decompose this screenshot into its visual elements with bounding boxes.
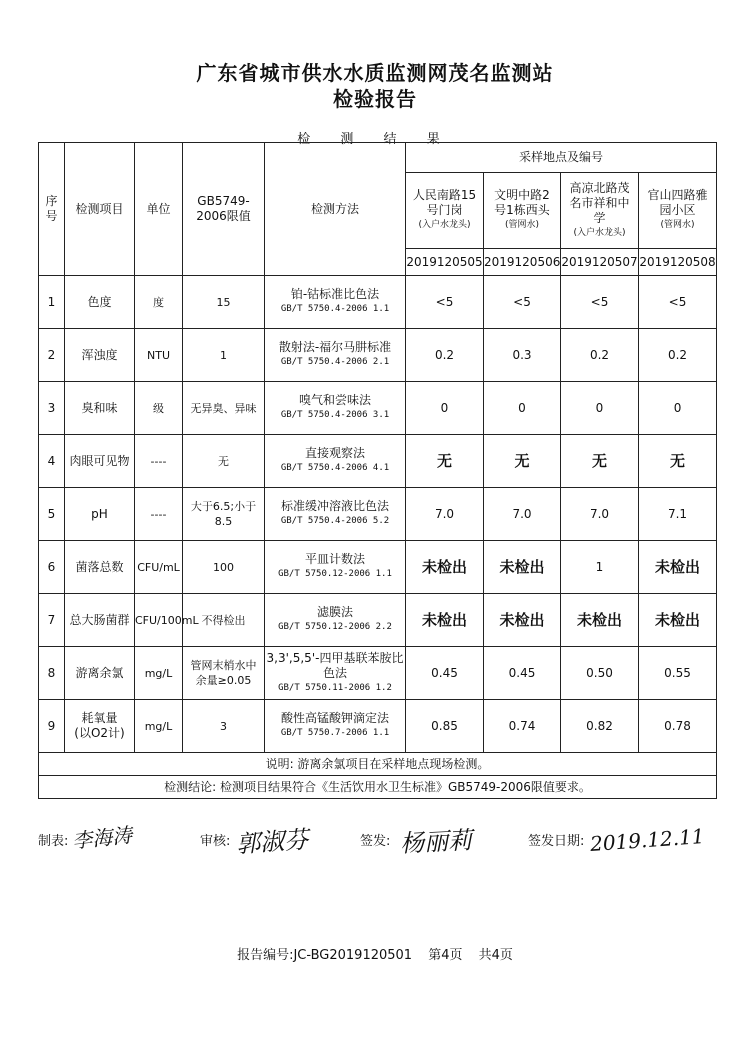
maker-label: 制表: [38, 834, 69, 849]
row-item: 总大肠菌群 [65, 594, 135, 647]
row-value: 0.74 [484, 700, 561, 753]
row-value: 7.1 [639, 488, 717, 541]
site-code: 2019120506 [484, 249, 561, 276]
row-number: 6 [39, 541, 65, 594]
row-value: 未检出 [484, 541, 561, 594]
row-limit: 无 [183, 435, 265, 488]
row-item: 臭和味 [65, 382, 135, 435]
date-label: 签发日期: [528, 834, 585, 849]
row-value: 0 [639, 382, 717, 435]
report-title: 广东省城市供水水质监测网茂名监测站 [196, 61, 554, 85]
row-number: 1 [39, 276, 65, 329]
row-value: 0 [561, 382, 639, 435]
header-method: 检测方法 [265, 143, 406, 276]
row-value: 0.3 [484, 329, 561, 382]
row-value: <5 [561, 276, 639, 329]
table-row [39, 435, 717, 488]
site-code: 2019120505 [406, 249, 484, 276]
row-value: 0.55 [639, 647, 717, 700]
row-unit: ---- [135, 435, 183, 488]
row-unit: ---- [135, 488, 183, 541]
row-value: 1 [561, 541, 639, 594]
row-method: 酸性高锰酸钾滴定法 GB/T 5750.7-2006 1.1 [265, 700, 406, 753]
results-table [38, 142, 717, 799]
header-unit: 单位 [135, 143, 183, 276]
row-value: <5 [406, 276, 484, 329]
row-unit: 度 [135, 276, 183, 329]
row-value: 未检出 [406, 594, 484, 647]
row-method: 标准缓冲溶液比色法 GB/T 5750.4-2006 5.2 [265, 488, 406, 541]
conclusion-row: 检测结论: 检测项目结果符合《生活饮用水卫生标准》GB5749-2006限值要求。 [39, 776, 717, 799]
row-value: 0.2 [639, 329, 717, 382]
footer [0, 944, 750, 963]
row-number: 7 [39, 594, 65, 647]
row-method: 散射法-福尔马肼标准 GB/T 5750.4-2006 2.1 [265, 329, 406, 382]
row-value: 未检出 [406, 541, 484, 594]
header-no: 序号 [39, 143, 65, 276]
row-limit: 100 [183, 541, 265, 594]
row-value: 无 [406, 435, 484, 488]
row-item: 肉眼可见物 [65, 435, 135, 488]
row-value: 7.0 [484, 488, 561, 541]
row-method: 平皿计数法 GB/T 5750.12-2006 1.1 [265, 541, 406, 594]
site-name: 高凉北路茂名市祥和中学 (入户水龙头) [561, 173, 639, 249]
section-title: 检 测 结 果 [297, 132, 453, 147]
row-limit: 不得检出 [183, 594, 265, 647]
row-value: <5 [639, 276, 717, 329]
table-row [39, 382, 717, 435]
row-item: 菌落总数 [65, 541, 135, 594]
row-value: 未检出 [639, 541, 717, 594]
row-limit: 管网末梢水中余量≥0.05 [183, 647, 265, 700]
row-method: 滤膜法 GB/T 5750.12-2006 2.2 [265, 594, 406, 647]
row-item: pH [65, 488, 135, 541]
report-number: 报告编号:JC-BG2019120501 [237, 948, 413, 963]
header-limit: GB5749-2006限值 [183, 143, 265, 276]
header-sites: 采样地点及编号 [406, 143, 717, 173]
row-value: 0.85 [406, 700, 484, 753]
row-number: 9 [39, 700, 65, 753]
row-limit: 15 [183, 276, 265, 329]
row-number: 2 [39, 329, 65, 382]
site-name: 人民南路15号门岗 (入户水龙头) [406, 173, 484, 249]
table-row [39, 329, 717, 382]
row-unit: mg/L [135, 700, 183, 753]
row-value: 0.2 [561, 329, 639, 382]
row-unit: CFU/mL [135, 541, 183, 594]
row-value: 无 [639, 435, 717, 488]
row-number: 4 [39, 435, 65, 488]
row-number: 3 [39, 382, 65, 435]
row-value: 未检出 [561, 594, 639, 647]
row-limit: 3 [183, 700, 265, 753]
report-subtitle: 检验报告 [333, 87, 417, 111]
row-number: 5 [39, 488, 65, 541]
site-code: 2019120507 [561, 249, 639, 276]
row-item: 浑浊度 [65, 329, 135, 382]
row-value: 7.0 [561, 488, 639, 541]
row-unit: 级 [135, 382, 183, 435]
table-row [39, 276, 717, 329]
row-method: 嗅气和尝味法 GB/T 5750.4-2006 3.1 [265, 382, 406, 435]
row-value: 7.0 [406, 488, 484, 541]
table-row [39, 541, 717, 594]
site-name: 官山四路雅园小区 (管网水) [639, 173, 717, 249]
reviewer-label: 审核: [200, 834, 231, 849]
row-limit: 1 [183, 329, 265, 382]
table-row [39, 647, 717, 700]
row-number: 8 [39, 647, 65, 700]
row-unit: NTU [135, 329, 183, 382]
page-total: 共4页 [478, 948, 513, 963]
row-limit: 大于6.5;小于8.5 [183, 488, 265, 541]
issuer-label: 签发: [360, 834, 391, 849]
reviewer-signature: 郭淑芬 [235, 825, 310, 859]
table-row [39, 488, 717, 541]
row-unit: CFU/100mL [135, 594, 183, 647]
site-code: 2019120508 [639, 249, 717, 276]
maker-signature: 李海涛 [71, 822, 134, 854]
row-value: 0 [484, 382, 561, 435]
row-item: 色度 [65, 276, 135, 329]
row-item: 游离余氯 [65, 647, 135, 700]
row-value: <5 [484, 276, 561, 329]
row-item: 耗氧量 (以O2计) [65, 700, 135, 753]
row-method: 直接观察法 GB/T 5750.4-2006 4.1 [265, 435, 406, 488]
row-value: 0.78 [639, 700, 717, 753]
row-value: 无 [484, 435, 561, 488]
row-value: 未检出 [639, 594, 717, 647]
row-value: 0.45 [406, 647, 484, 700]
table-row [39, 700, 717, 753]
page-number: 第4页 [428, 948, 463, 963]
row-value: 0.45 [484, 647, 561, 700]
issuer-signature: 杨丽莉 [399, 826, 473, 858]
issue-date: 2019.12.11 [589, 824, 706, 856]
header-item: 检测项目 [65, 143, 135, 276]
table-row [39, 594, 717, 647]
row-value: 0.2 [406, 329, 484, 382]
row-limit: 无异臭、异味 [183, 382, 265, 435]
row-method: 铂-钴标准比色法 GB/T 5750.4-2006 1.1 [265, 276, 406, 329]
site-name: 文明中路2号1栋西头 (管网水) [484, 173, 561, 249]
row-unit: mg/L [135, 647, 183, 700]
row-value: 0 [406, 382, 484, 435]
remark-row: 说明: 游离余氯项目在采样地点现场检测。 [39, 753, 717, 776]
row-value: 0.50 [561, 647, 639, 700]
row-method: 3,3',5,5'-四甲基联苯胺比色法 GB/T 5750.11-2006 1.2 [265, 647, 406, 700]
row-value: 无 [561, 435, 639, 488]
row-value: 未检出 [484, 594, 561, 647]
row-value: 0.82 [561, 700, 639, 753]
